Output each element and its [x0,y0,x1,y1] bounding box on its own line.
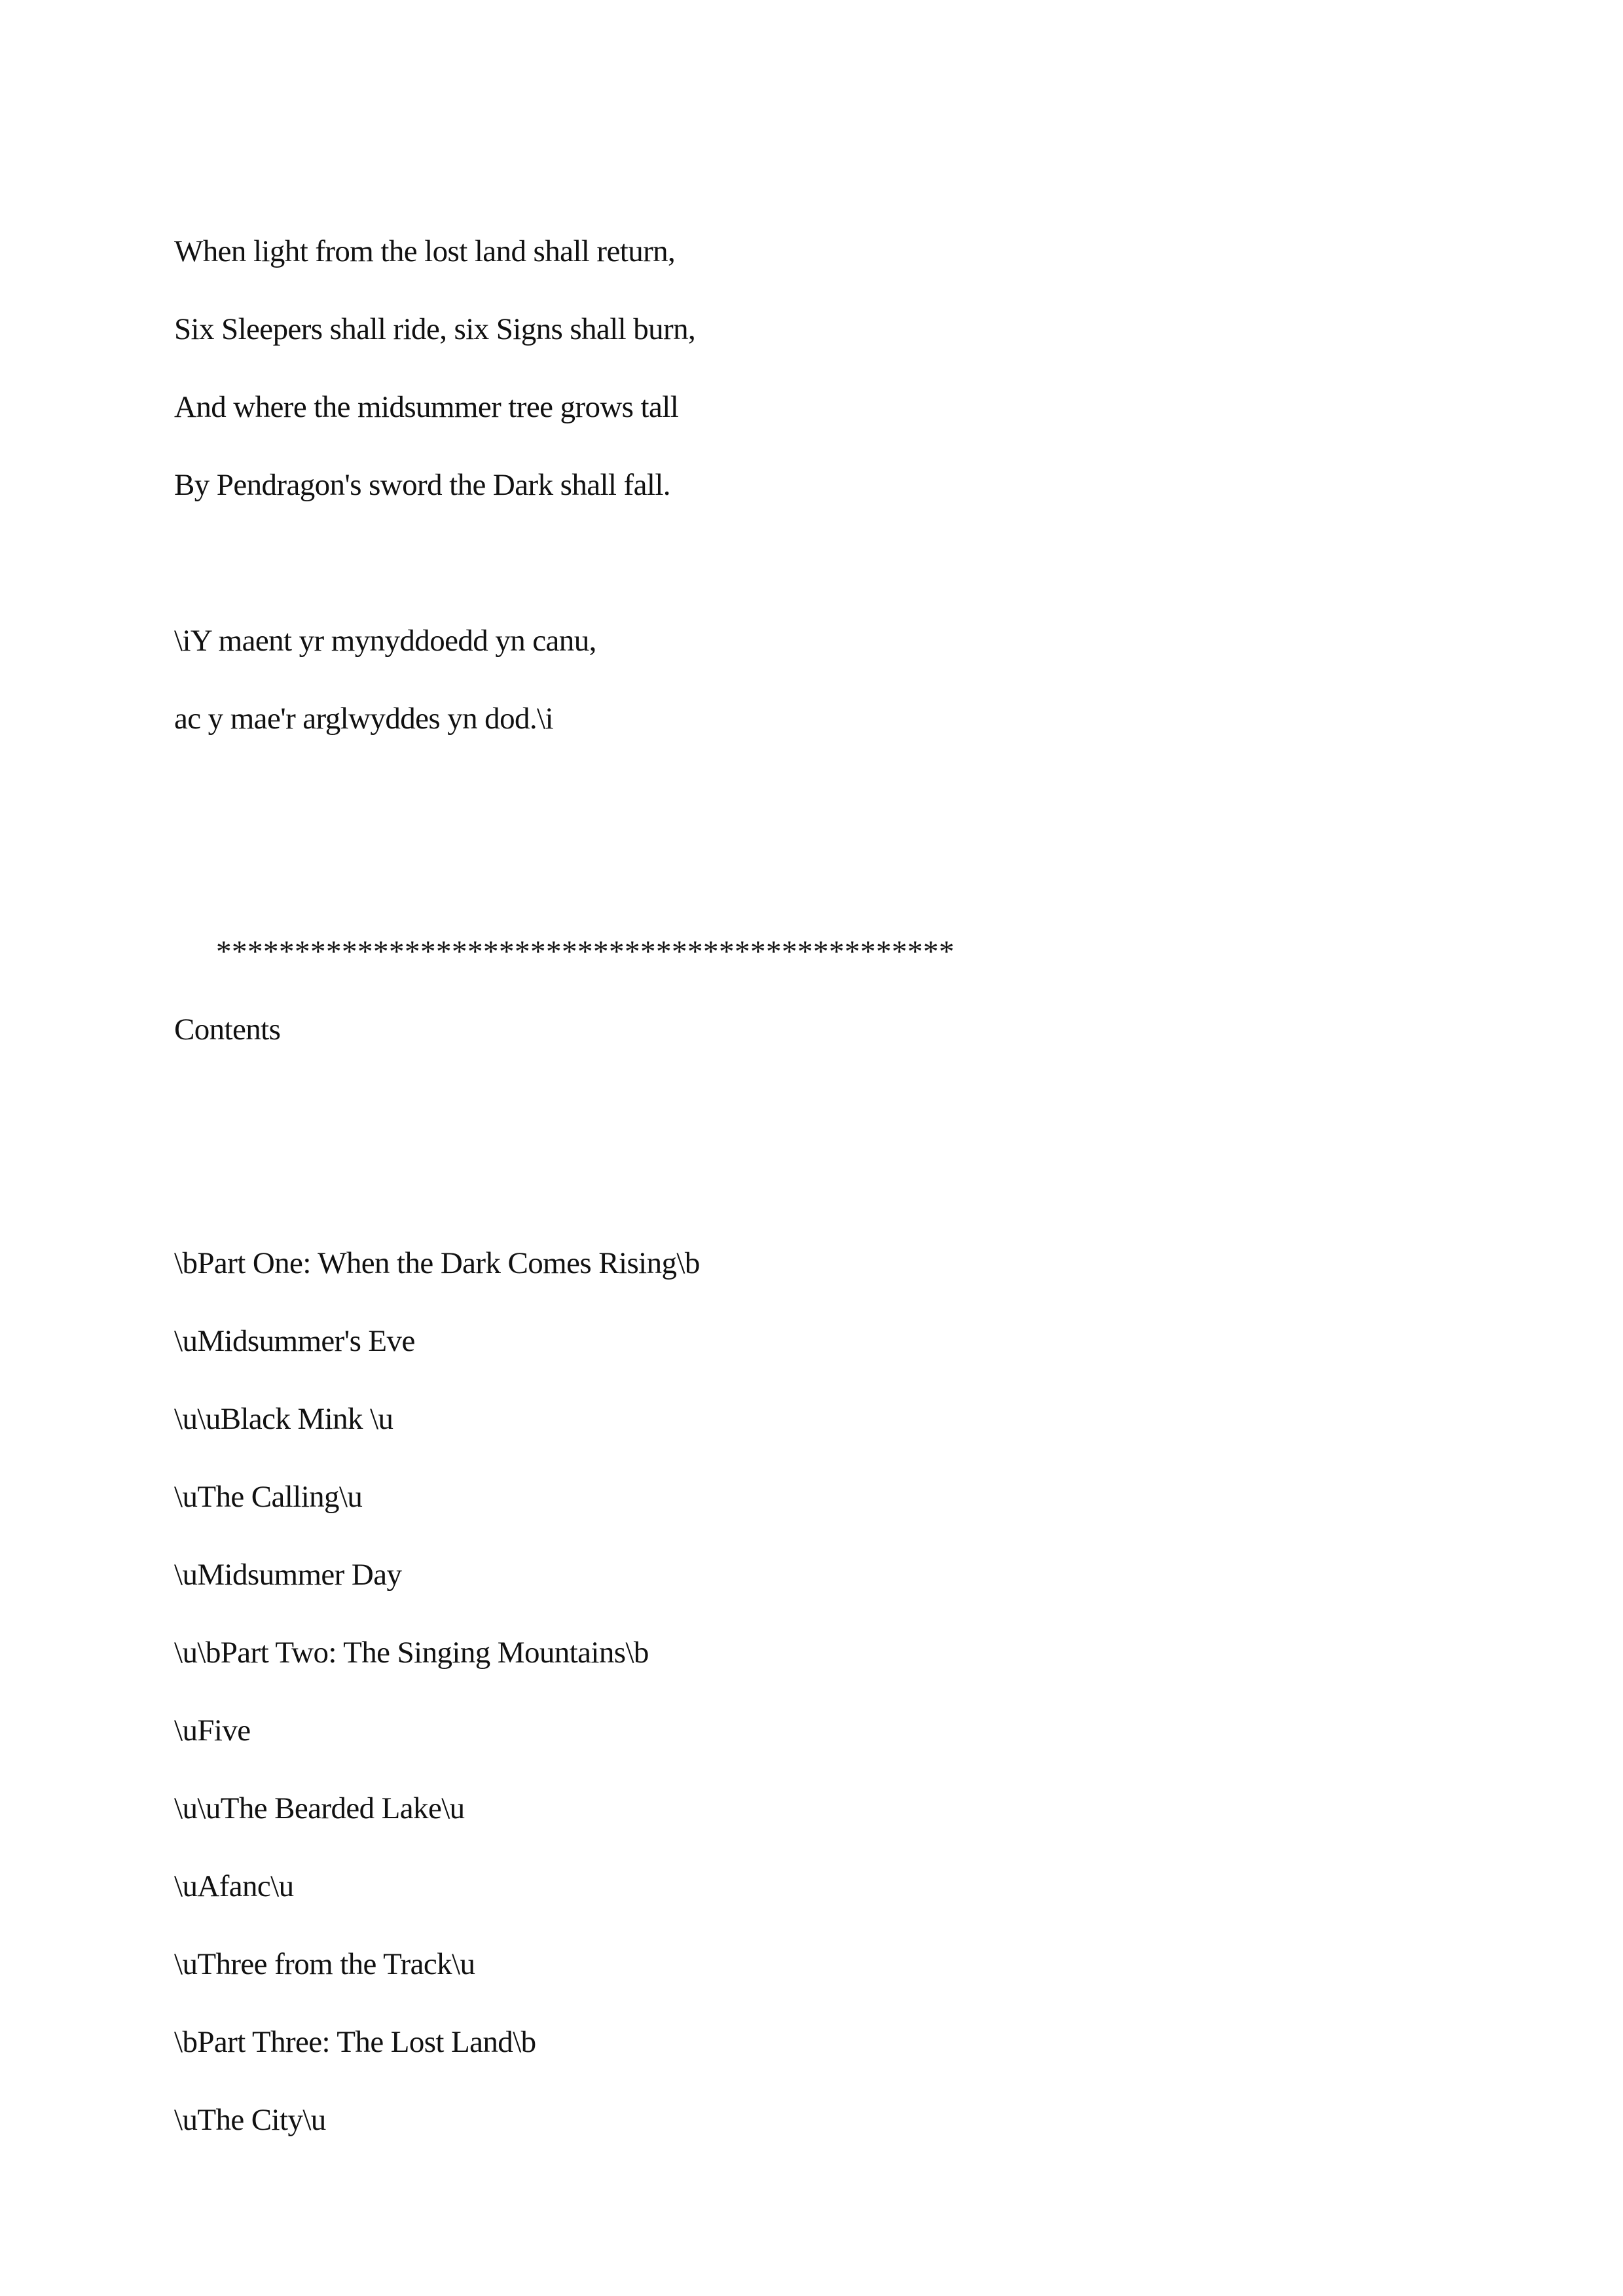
contents-item: \u\uThe Bearded Lake\u [174,1791,465,1825]
contents-heading: Contents [174,1013,281,1047]
contents-item: \uThree from the Track\u [174,1947,475,1981]
contents-item: \bPart One: When the Dark Comes Rising\b [174,1246,700,1280]
contents-item: \u\uBlack Mink \u [174,1402,393,1436]
contents-item: \uMidsummer Day [174,1558,402,1592]
contents-item: \u\bPart Two: The Singing Mountains\b [174,1636,649,1670]
contents-item: \bPart Three: The Lost Land\b [174,2025,536,2059]
contents-item: \uMidsummer's Eve [174,1324,415,1358]
verse-line-4: By Pendragon's sword the Dark shall fall. [174,468,670,502]
verse-line-2: Six Sleepers shall ride, six Signs shall burn, [174,312,696,346]
contents-item: \uThe City\u [174,2103,326,2137]
verse-line-1: When light from the lost land shall return, [174,234,676,268]
contents-item: \uAfanc\u [174,1869,294,1903]
welsh-line-2: ac y mae'r arglwyddes yn dod.\i [174,702,553,736]
contents-item: \uFive [174,1713,251,1748]
separator-stars: *********************************************** [216,935,955,969]
verse-line-3: And where the midsummer tree grows tall [174,390,679,424]
contents-item: \uThe Calling\u [174,1480,363,1514]
welsh-line-1: \iY maent yr mynyddoedd yn canu, [174,624,596,658]
